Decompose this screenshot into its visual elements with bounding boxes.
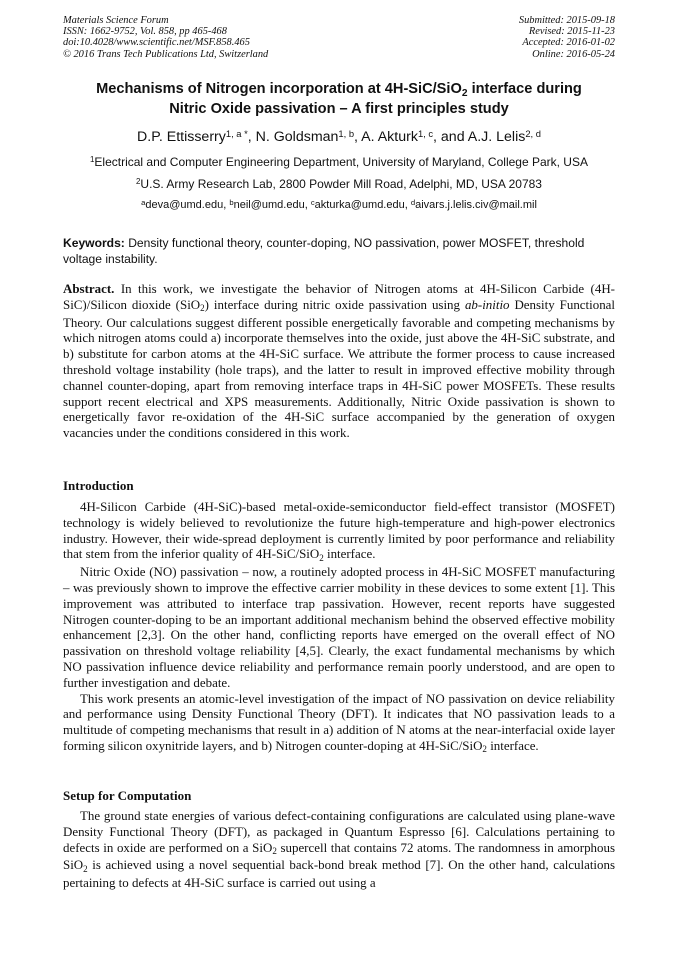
email-superscript: a <box>141 197 146 207</box>
introduction-body <box>63 499 615 756</box>
abstract-italic: ab-initio <box>464 296 510 312</box>
author-name: D.P. Ettisserry <box>137 129 226 145</box>
date-submitted: Submitted: 2015-09-18 <box>518 15 615 26</box>
submission-dates <box>519 15 615 60</box>
title-line1-b: interface during <box>467 81 582 97</box>
title-line1-a: Mechanisms of Nitrogen incorporation at 4H-SiC/SiO <box>96 81 462 97</box>
author-name: A. Akturk <box>361 129 418 145</box>
affiliation-superscript: 2 <box>136 177 141 187</box>
subscript: 2 <box>83 863 88 874</box>
keywords-text: Density functional theory, counter-doping, NO passivation, power MOSFET, threshold voltage instability. <box>63 236 585 266</box>
abstract <box>63 281 615 441</box>
email-superscript: c <box>310 197 315 207</box>
affiliation-text: U.S. Army Research Lab, 2800 Powder Mill Road, Adelphi, MD, USA 20783 <box>140 177 542 191</box>
date-accepted: Accepted: 2016-01-02 <box>522 37 615 49</box>
journal-copyright: © 2016 Trans Tech Publications Ltd, Switzerland <box>63 48 269 60</box>
email-superscript: b <box>229 197 234 207</box>
paper-title <box>60 80 618 119</box>
email-superscript: d <box>410 197 416 207</box>
author-separator: , <box>247 129 256 145</box>
author-superscript: 1, b <box>338 128 355 139</box>
journal-info <box>63 15 268 60</box>
author-separator: , and <box>433 129 468 145</box>
journal-name: Materials Science Forum <box>63 15 169 26</box>
affiliation-text: Electrical and Computer Engineering Department, University of Maryland, College Park, USA <box>94 155 588 169</box>
affiliation-superscript: 1 <box>90 155 95 165</box>
journal-issn: ISSN: 1662-9752, Vol. 858, pp 465-468 <box>63 26 227 38</box>
email-link[interactable]: neil@umd.edu <box>233 199 305 211</box>
abstract-text: Density Functional Theory. Our calculations suggest different possible energetically favorable and competing mechanisms by which nitrogen atoms could a) incorporate themselves into the oxide, just above the 4H-SiC substrate, and b) substitute for carbon atoms at the 4H-SiC surface. We attribute the former process to cause increased threshold voltage instability (hole traps), and the latter to result in improved effective mobility through channel counter-doping, apart from removing interface traps in 4H-SiC power MOSFETs. These results support recent electrical and XPS measurements. Additionally, Nitric Oxide passivation is shown to energetically favor re-oxidation of the 4H-SiC surface accompanied by the generation of oxygen vacancies under the conditions considered in this work. <box>63 296 616 441</box>
keywords <box>63 236 615 267</box>
paragraph <box>63 808 615 891</box>
journal-doi: doi:10.4028/www.scientific.net/MSF.858.465 <box>63 37 250 49</box>
email-link[interactable]: aivars.j.lelis.civ@mail.mil <box>415 199 537 211</box>
keywords-label: Keywords: <box>63 236 125 250</box>
section-heading-introduction: Introduction <box>63 478 134 493</box>
setup-body <box>63 808 615 891</box>
paragraph-text: The ground state energies of various defect-containing configurations are calculated using plane-wave Density Functional Theory (DFT), as packaged in Quantum Espresso [6]. Calculations pertaining to defects in oxide are performed on a SiO <box>63 808 615 855</box>
paragraph-text: is achieved using a novel sequential back-bond break method [7]. On the other hand, calculations pertaining to defects at 4H-SiC surface is carried out using a <box>63 857 615 891</box>
date-revised: Revised: 2015-11-23 <box>528 26 615 38</box>
author-list <box>60 128 618 146</box>
subscript: 2 <box>272 846 277 857</box>
paragraph-text: interface. <box>323 546 376 562</box>
section-heading-setup: Setup for Computation <box>63 788 192 803</box>
paragraph <box>63 691 615 756</box>
paragraph <box>63 499 615 564</box>
abstract-text: ) interface during nitric oxide passivation using <box>204 296 465 312</box>
paragraph-text: supercell that contains 72 atoms. The randomness in amorphous SiO <box>63 839 615 873</box>
subscript: 2 <box>319 552 324 563</box>
paragraph-text: 4H-Silicon Carbide (4H-SiC)-based metal-oxide-semiconductor field-effect transistor (MOSFET) technology is widely believed to revolutionize the future high-temperature and high-power electronics industry. However, their wide-spread deployment is currently limited by poor performance and reliability that stem from the inferior quality of 4H-SiC/SiO <box>63 499 615 562</box>
abstract-text: In this work, we investigate the behavior of Nitrogen atoms at 4H-Silicon Carbide (4H-SiC)/Silicon dioxide (SiO <box>63 281 615 312</box>
email-separator: , <box>304 199 311 211</box>
paragraph-text: interface. <box>486 737 539 753</box>
author-name: N. Goldsman <box>255 129 339 145</box>
email-list <box>60 198 618 213</box>
title-subscript: 2 <box>461 87 468 99</box>
title-line2: Nitric Oxide passivation – A first principles study <box>169 101 509 117</box>
affiliation-1 <box>60 155 618 170</box>
paragraph-text: This work presents an atomic-level investigation of the impact of NO passivation on device reliability and performance using Density Functional Theory (DFT). It indicates that NO passivation leads to a multitude of competing mechanisms that result in a) addition of N atoms at the near-interfacial oxide layer forming silicon oxynitride layers, and b) Nitrogen counter-doping at 4H-SiC/SiO <box>63 690 615 753</box>
affiliation-2 <box>60 177 618 192</box>
email-link[interactable]: akturka@umd.edu <box>314 199 405 211</box>
author-superscript: 1, a * <box>225 128 248 139</box>
email-link[interactable]: deva@umd.edu <box>145 199 224 211</box>
author-superscript: 2, d <box>525 128 541 139</box>
abstract-label: Abstract. <box>63 281 115 296</box>
email-separator: , <box>404 199 411 211</box>
email-separator: , <box>223 199 230 211</box>
author-separator: , <box>354 129 362 145</box>
author-superscript: 1, c <box>417 128 434 139</box>
abstract-subscript: 2 <box>200 303 205 314</box>
subscript: 2 <box>482 744 487 755</box>
date-online: Online: 2016-05-24 <box>532 48 615 60</box>
paragraph: Nitric Oxide (NO) passivation – now, a routinely adopted process in 4H-SiC MOSFET manufacturing – was previously shown to improve the effective carrier mobility in these devices to some extent [1]. This improvement was attributed to interface trap passivation. However, recent reports have suggested Nitrogen counter-doping to be an important additional mechanism behind the observed effective mobility enhancement [2,3]. On the other hand, conflicting reports have emerged on the overall effect of NO passivation on threshold voltage reliability [4,5]. Clearly, the exact fundamental mechanisms by which NO passivation influence device reliability and performance remain poorly understood, and are open to further investigation and debate. <box>63 564 615 690</box>
author-name: A.J. Lelis <box>467 129 526 145</box>
